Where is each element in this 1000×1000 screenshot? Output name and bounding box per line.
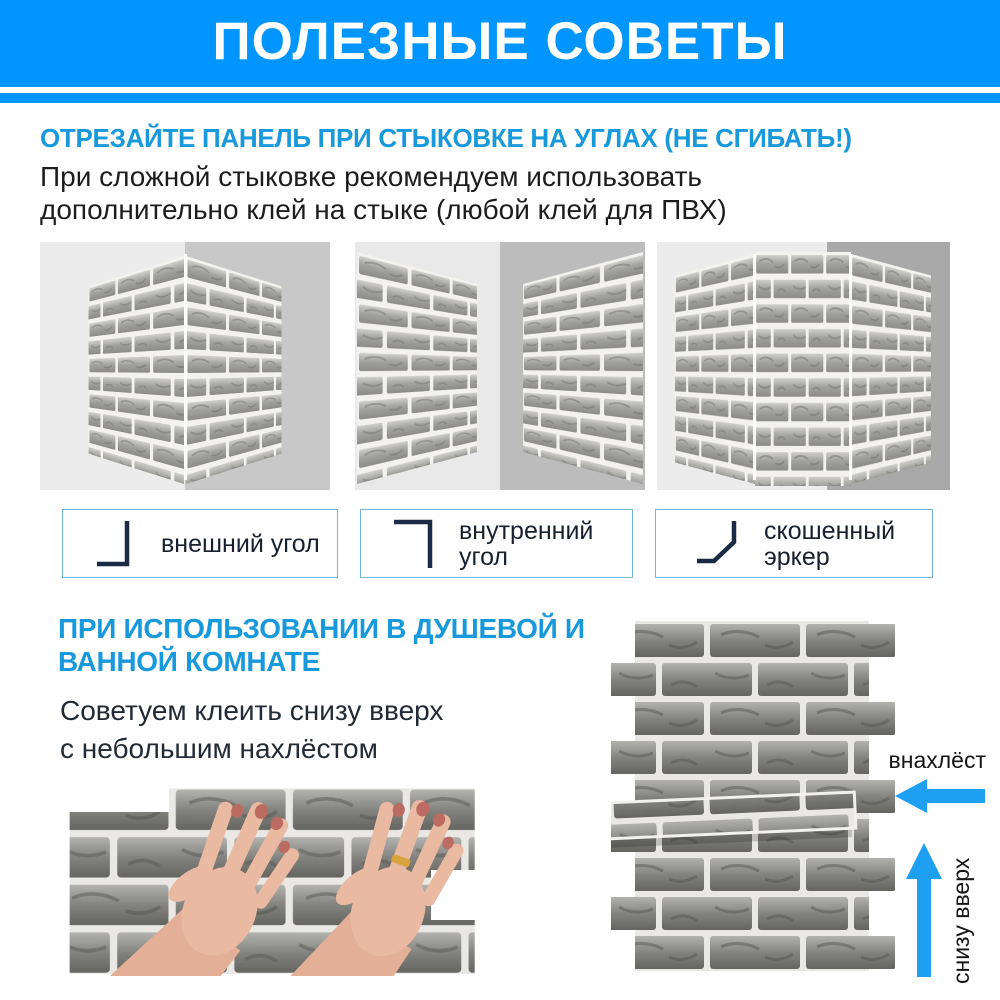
brick-texture <box>523 252 643 484</box>
brick-wall-left <box>89 256 184 484</box>
section-cutting-heading: ОТРЕЗАЙТЕ ПАНЕЛЬ ПРИ СТЫКОВКЕ НА УГЛАХ (НЕ СГИБАТЬ!) <box>40 123 852 153</box>
page-title: ПОЛЕЗНЫЕ СОВЕТЫ <box>212 12 788 71</box>
vertical-brick-panel <box>611 621 895 975</box>
internal-corner-image <box>355 242 645 490</box>
brick-wall-left <box>675 254 755 484</box>
section-bathroom-body: Советуем клеить снизу вверх с небольшим нахлёстом <box>60 695 444 764</box>
header-banner <box>0 0 1000 87</box>
brick-wall-right <box>523 252 643 484</box>
overlap-label: внахлёст <box>888 747 986 773</box>
corner-type-label: внешний угол <box>161 529 320 558</box>
corner-type-card-internal <box>360 509 633 578</box>
bay-joint-line <box>753 254 756 480</box>
section-cutting-body: При сложной стыковке рекомендуем использовать дополнительно клей на стыке (любой клей для ПВХ) <box>40 161 727 225</box>
external-corner-icon <box>91 517 139 571</box>
brick-wall-right <box>186 256 281 484</box>
brick-texture <box>186 256 281 484</box>
bottom-up-arrow-icon <box>904 843 944 977</box>
beveled-bay-image <box>657 242 950 490</box>
overlap-arrow-icon <box>893 778 985 814</box>
corner-joint-line <box>184 254 187 480</box>
panel-notch <box>69 786 169 812</box>
section-bathroom-heading: ПРИ ИСПОЛЬЗОВАНИИ В ДУШЕВОЙ И ВАННОЙ КОМНАТЕ <box>58 613 585 677</box>
external-corner-image <box>40 242 330 490</box>
corner-type-label: скошенный эркер <box>764 516 896 571</box>
corner-type-card-external <box>62 509 338 578</box>
bay-joint-line <box>849 254 852 480</box>
panel-overlap-diagram <box>611 621 895 975</box>
hands-applying-panel-image <box>55 786 483 976</box>
bottom-up-label: снизу вверх <box>948 857 974 984</box>
brick-texture <box>89 256 184 484</box>
beveled-bay-icon <box>694 518 742 570</box>
brick-texture <box>357 252 477 484</box>
brick-wall-left <box>357 252 477 484</box>
brick-texture <box>851 254 931 484</box>
brick-wall-right <box>851 254 931 484</box>
internal-corner-icon <box>389 516 437 572</box>
divider-stripe-blue <box>0 93 1000 103</box>
corner-type-card-bay <box>655 509 933 578</box>
brick-texture <box>675 254 755 484</box>
brick-texture <box>755 252 851 486</box>
brick-wall-center <box>755 252 851 486</box>
hands-panel-photo <box>55 786 483 976</box>
corner-type-label: внутренний угол <box>459 516 594 571</box>
